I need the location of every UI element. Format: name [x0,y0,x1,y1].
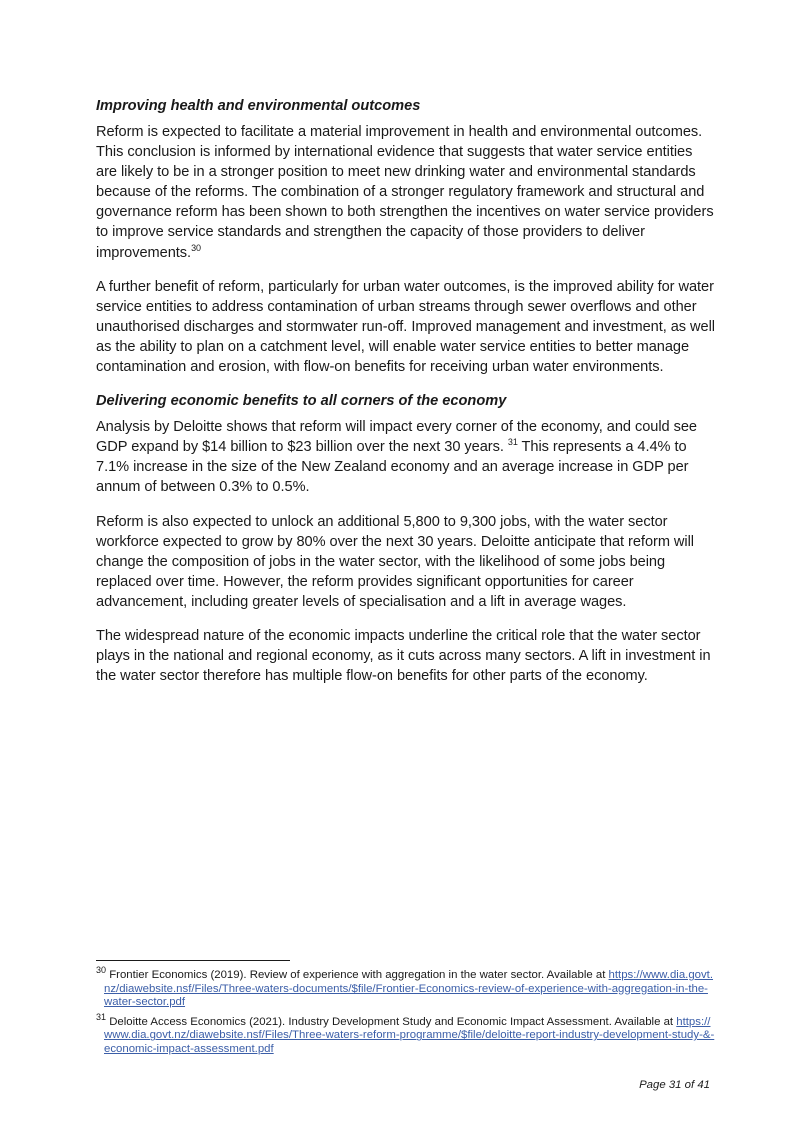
footnote-divider [96,960,290,961]
paragraph-text: This represents a 4.4% to 7.1% increase in the size of the New Zealand economy and an average increase in GDP per annum of between 0.3% to 0.5%. [96,439,689,496]
footnote-ref-30[interactable]: 30 [191,242,201,253]
footnote-ref-31[interactable]: 31 [507,437,518,448]
paragraph-gdp-analysis [96,417,716,497]
page-body [96,96,716,700]
footnote-text: Frontier Economics (2019). Review of experience with aggregation in the water sector. Available at [109,969,606,981]
section-heading-economic: Delivering economic benefits to all corners of the economy [96,393,507,410]
page-number: Page 31 of 41 [639,1079,710,1091]
section-heading-health: Improving health and environmental outcomes [96,98,421,114]
paragraph-text: Reform is expected to facilitate a material improvement in health and environmental outcomes. This conclusion is informed by international evidence that suggests that water service entities are likely to be in a stronger position to meet new drinking water and environmental standards because of the reforms. The combination of a stronger regulatory framework and structural and governance reform has been shown to both strengthen the incentives on water service providers to improve service standards and strengthen the capacity of those providers to deliver improvements. [96,124,714,261]
paragraph-urban-water: A further benefit of reform, particularly for urban water outcomes, is the improved ability for water service entities to address contamination of urban streams through sewer overflows and other unauthorised discharges and stormwater run-off. Improved management and investment, as well as the ability to plan on a catchment level, will enable water service entities to better manage contamination and erosion, with flow-on benefits for receiving urban water environments. [96,278,715,376]
footnote-text: Deloitte Access Economics (2021). Industry Development Study and Economic Impact Assessment. Available at [109,1015,674,1028]
footnote-30 [96,965,716,1010]
footnote-link-deloitte[interactable]: https://www.dia.govt.nz/diawebsite.nsf/Files/Three-waters-reform-programme/$file/deloitte-report-industry-development-study-&-economic-impact-assessment.pdf [104,1015,715,1055]
footnote-31 [96,1011,716,1057]
footnote-number: 30 [96,965,107,976]
footnotes [96,960,716,1063]
footnote-number: 31 [96,1011,107,1022]
paragraph-text: Analysis by Deloitte shows that reform will impact every corner of the economy, and could see GDP expand by $14 billion to $23 billion over the next 30 years. [96,419,697,456]
paragraph-health-outcomes [96,122,716,263]
paragraph-jobs: Reform is also expected to unlock an additional 5,800 to 9,300 jobs, with the water sector workforce expected to grow by 80% over the next 30 years. Deloitte anticipate that reform will change the composition of jobs in the water sector, with the likelihood of some jobs being replaced over time. However, the reform provides significant opportunities for career advancement, including greater levels of specialisation and a lift in average wages. [96,513,694,610]
footnote-link-frontier[interactable]: https://www.dia.govt.nz/diawebsite.nsf/Files/Three-waters-documents/$file/Frontier-Economics-review-of-experience-with-aggregation-in-the-water-sector.pdf [104,969,714,1009]
paragraph-widespread-impacts: The widespread nature of the economic impacts underline the critical role that the water sector plays in the national and regional economy, as it cuts across many sectors. A lift in investment in the water sector therefore has multiple flow-on benefits for other parts of the economy. [96,627,711,685]
